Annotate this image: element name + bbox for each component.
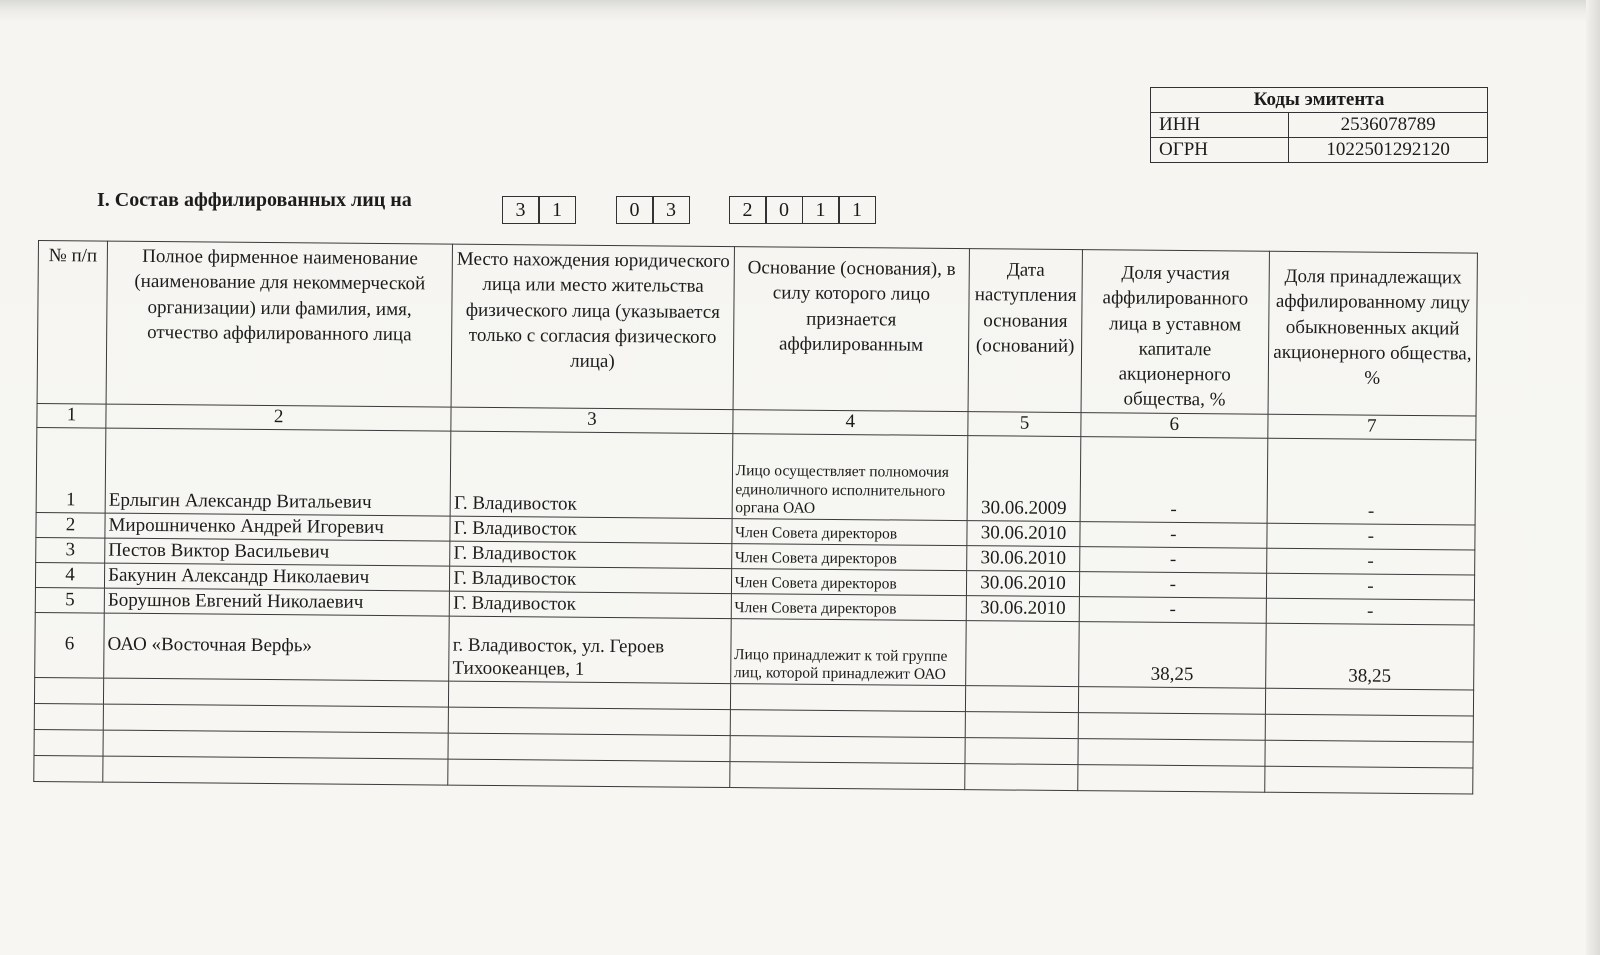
date-digit: 3	[502, 196, 540, 224]
column-number: 7	[1268, 414, 1476, 440]
affiliate-location: Г. Владивосток	[450, 516, 732, 543]
column-number: 3	[451, 407, 732, 433]
row-number: 4	[35, 562, 104, 588]
date-digit: 1	[802, 196, 840, 224]
header-cell: Доля принадлежащих аффилированному лицу обыкновенных акций акционерного общества, %	[1268, 251, 1478, 416]
basis-date: 30.06.2009	[967, 435, 1080, 521]
affiliate-location: Г. Владивосток	[450, 431, 732, 518]
table-row	[36, 427, 1476, 525]
affiliate-basis: Член Совета директоров	[731, 568, 967, 595]
affiliate-location: Г. Владивосток	[450, 541, 732, 568]
shares-share: -	[1267, 438, 1476, 525]
column-number: 1	[37, 403, 106, 427]
affiliate-name: Мирошниченко Андрей Игоревич	[105, 513, 450, 541]
affiliate-basis: Член Совета директоров	[731, 518, 967, 545]
shares-share: -	[1266, 573, 1474, 600]
column-number: 6	[1081, 413, 1268, 438]
date-digit: 3	[652, 196, 690, 224]
capital-share: -	[1079, 596, 1266, 623]
basis-date: 30.06.2010	[967, 520, 1080, 546]
row-number: 1	[36, 427, 106, 513]
date-digit: 2	[729, 196, 767, 224]
section-title: I. Состав аффилированных лиц на	[97, 189, 412, 211]
shares-share: -	[1266, 548, 1474, 575]
scan-edge	[1586, 0, 1600, 955]
shares-share: 38,25	[1265, 623, 1474, 690]
date-year-boxes	[730, 196, 876, 224]
date-digit: 1	[838, 196, 876, 224]
affiliate-basis: Член Совета директоров	[731, 543, 967, 570]
basis-date: 30.06.2010	[966, 595, 1079, 621]
capital-share: -	[1080, 546, 1267, 573]
affiliates-table	[33, 240, 1478, 794]
affiliate-name: ОАО «Восточная Верфь»	[104, 613, 450, 681]
table-header-row	[37, 241, 1477, 417]
header-cell: Основание (основания), в силу которого лицо признается аффилированным	[733, 247, 970, 412]
affiliate-basis: Лицо принадлежит к той группе лиц, которой принадлежит ОАО	[730, 618, 966, 685]
header-cell: Место нахождения юридического лица или место жительства физического лица (указывается только с согласия физического лица)	[451, 244, 734, 409]
row-number: 5	[35, 587, 104, 613]
ogrn-value: 1022501292120	[1289, 138, 1488, 163]
header-cell: Доля участия аффилированного лица в уставном капитале акционерного общества, %	[1081, 250, 1269, 415]
date-digit: 0	[765, 196, 803, 224]
column-number: 2	[106, 404, 451, 431]
row-number: 3	[36, 537, 105, 563]
header-cell: № п/п	[37, 241, 107, 405]
affiliate-basis: Член Совета директоров	[731, 593, 967, 620]
capital-share: -	[1080, 521, 1267, 548]
date-digit: 1	[538, 196, 576, 224]
capital-share: -	[1079, 571, 1266, 598]
header-cell: Полное фирменное наименование (наименование для некоммерческой организации) или фамилия, имя, отчество аффилированного лица	[106, 241, 453, 407]
date-day-boxes	[503, 196, 576, 224]
affiliate-location: Г. Владивосток	[450, 566, 732, 593]
affiliate-location: Г. Владивосток	[450, 591, 732, 618]
affiliate-name: Пестов Виктор Васильевич	[105, 538, 450, 566]
affiliate-name: Борушнов Евгений Николаевич	[104, 588, 449, 616]
issuer-codes-table	[1150, 87, 1488, 163]
header-cell: Дата наступления основания (оснований)	[968, 249, 1082, 413]
date-digit: 0	[616, 196, 654, 224]
affiliate-name: Бакунин Александр Николаевич	[105, 563, 450, 591]
basis-date: 30.06.2010	[967, 545, 1080, 571]
issuer-codes-title: Коды эмитента	[1151, 88, 1488, 113]
ogrn-label: ОГРН	[1151, 138, 1289, 163]
inn-value: 2536078789	[1289, 113, 1488, 138]
row-number: 2	[36, 512, 105, 538]
shares-share: -	[1267, 523, 1475, 550]
capital-share: -	[1080, 436, 1268, 523]
column-number: 4	[732, 410, 968, 436]
inn-label: ИНН	[1151, 113, 1289, 138]
capital-share: 38,25	[1079, 621, 1266, 688]
shares-share: -	[1266, 598, 1474, 625]
affiliate-name: Ерлыгин Александр Витальевич	[105, 428, 451, 516]
affiliate-basis: Лицо осуществляет полномочия единоличного исполнительного органа ОАО	[732, 433, 968, 520]
date-month-boxes	[617, 196, 690, 224]
row-number: 6	[35, 612, 105, 678]
basis-date	[966, 620, 1079, 686]
affiliate-location: г. Владивосток, ул. Героев Тихоокеанцев, 1	[449, 616, 731, 683]
column-number: 5	[968, 412, 1081, 437]
basis-date: 30.06.2010	[967, 570, 1080, 596]
